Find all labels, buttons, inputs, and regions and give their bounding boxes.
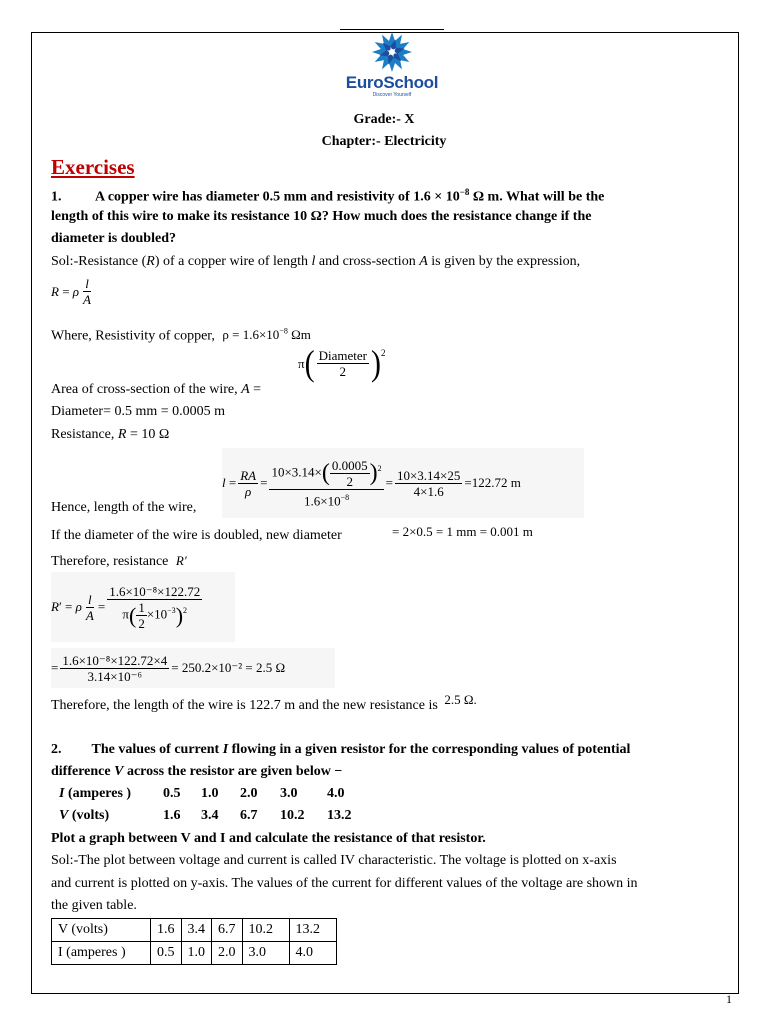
table-cell: 10.2 — [242, 919, 289, 942]
diameter-line: Diameter= 0.5 mm = 0.0005 m — [51, 404, 226, 419]
q2-row-voltage — [59, 808, 352, 824]
q1-line1-end: Ω m. What will be the — [469, 189, 605, 205]
table-cell: 3.0 — [242, 942, 289, 965]
row-I-value: 1.0 — [201, 786, 219, 801]
resistivity-text: Where, Resistivity of copper, — [51, 328, 215, 344]
row-V-unit: (volts) — [68, 808, 110, 823]
row-I-value: 3.0 — [280, 786, 298, 801]
q1-line1-text: A copper wire has diameter 0.5 mm and resistivity of 1.6 × 10 — [95, 189, 460, 205]
section-title: Exercises — [51, 155, 135, 179]
table-cell: 1.0 — [181, 942, 212, 965]
page-number: 1 — [726, 992, 732, 1006]
sol-intro-c: and cross-section — [315, 254, 420, 269]
resistivity-unit: Ωm — [287, 327, 311, 343]
row-V-value: 1.6 — [163, 808, 181, 823]
length-text: Hence, length of the wire, — [51, 500, 197, 515]
row-V-value: 13.2 — [327, 808, 352, 823]
logo-star-icon — [371, 30, 413, 74]
euroschool-logo — [340, 30, 444, 106]
area-den: 2 — [339, 364, 347, 379]
table-cell: 13.2 — [289, 919, 336, 942]
row-I-unit: (amperes ) — [64, 786, 132, 801]
q2-number: 2. — [51, 742, 62, 757]
row-I-value: 4.0 — [327, 786, 345, 801]
therefore-line — [51, 553, 187, 570]
table-cell: 0.5 — [151, 942, 182, 965]
q1-number: 1. — [51, 189, 62, 205]
conclusion-text: Therefore, the length of the wire is 122.7 m and the new resistance is — [51, 698, 438, 713]
sol-intro-b: ) of a copper wire of length — [154, 254, 312, 269]
q1-line3: diameter is doubled? — [51, 231, 176, 246]
q2-line1-b: flowing in a given resistor for the corresponding values of potential — [228, 742, 631, 757]
resistance-R: R — [117, 427, 127, 442]
table-cell: 1.6 — [151, 919, 182, 942]
area-line — [51, 382, 261, 398]
row-V-value: 3.4 — [201, 808, 219, 823]
q2-sol-line2: and current is plotted on y-axis. The values of the current for different values of the voltage are shown in — [51, 876, 638, 891]
resistance-text: Resistance, — [51, 427, 118, 442]
table-cell: I (amperes ) — [52, 942, 151, 965]
row-I-value: 2.0 — [240, 786, 258, 801]
therefore-text: Therefore, resistance — [51, 554, 169, 569]
area-text: Area of cross-section of the wire, — [51, 382, 242, 397]
q2-line2-a: difference — [51, 764, 115, 779]
length-result: =122.72 m — [464, 475, 521, 490]
area-A: A — [241, 382, 250, 397]
r-prime-result-value: = 250.2×10⁻² = 2.5 Ω — [171, 660, 286, 675]
table-cell: 3.4 — [181, 919, 212, 942]
row-I-label: I — [59, 786, 65, 801]
q1-conclusion — [51, 692, 477, 714]
q2-line2-V: V — [114, 764, 124, 779]
row-V-value: 6.7 — [240, 808, 258, 823]
row-I-value: 0.5 — [163, 786, 181, 801]
area-formula: π ( $\frac{\text{Diameter}}{2}$ ) $^2$ — [298, 343, 386, 383]
q2-line1-a: The values of current — [91, 742, 223, 757]
table-cell: V (volts) — [52, 919, 151, 942]
sol-intro-A: A — [419, 254, 428, 269]
sol-intro-R: R — [146, 254, 155, 269]
brand-tagline: Discover Yourself — [372, 92, 412, 98]
conclusion-value: 2.5 Ω. — [444, 692, 477, 707]
new-diameter-text: If the diameter of the wire is doubled, new diameter — [51, 528, 342, 543]
resistivity-line — [51, 327, 311, 344]
resistance-line — [51, 427, 169, 443]
q1-exponent: −8 — [459, 187, 470, 197]
formula-resistance: R = ρ $\frac{l}{A}$ — [51, 276, 91, 307]
r-prime-result-num: 1.6×10⁻⁸×122.72×4 — [62, 652, 168, 668]
table-cell: 6.7 — [212, 919, 243, 942]
resistivity-eq: ρ = 1.6×10 — [222, 327, 280, 343]
brand-name: EuroSchool — [345, 73, 439, 92]
resistivity-exp: −8 — [279, 327, 288, 336]
new-diameter-eq: = 2×0.5 = 1 mm = 0.001 m — [392, 524, 533, 539]
q2-sol-line3: the given table. — [51, 898, 137, 913]
q2-line1-I: I — [222, 742, 229, 757]
r-prime-result: = $\frac{\text{1.6×10⁻⁸×122.72×4}}{\text{3.14×10⁻⁶}}$ = 250.2×10⁻² = 2.5 Ω — [51, 648, 335, 688]
q2-row-current — [59, 786, 345, 802]
resistance-val: = 10 Ω — [126, 427, 170, 442]
row-V-value: 10.2 — [280, 808, 305, 823]
q2-line1 — [51, 742, 630, 758]
q2-sol-line1: Sol:-The plot between voltage and current is called IV characteristic. The voltage is plotted on x-axis — [51, 853, 617, 868]
table-row — [52, 942, 337, 965]
q1-line2: length of this wire to make its resistance 10 Ω? How much does the resistance change if the — [51, 209, 592, 224]
chapter-label: Chapter:- Electricity — [321, 134, 447, 149]
q1-sol-intro — [51, 254, 580, 270]
r-prime-numerator: 1.6×10⁻⁸×122.72 — [109, 583, 201, 599]
r-prime-symbol: R′ — [175, 553, 187, 568]
q2-line2-b: across the resistor are given below − — [123, 764, 343, 779]
area-num: Diameter — [318, 348, 367, 363]
table-cell: 4.0 — [289, 942, 336, 965]
q2-task: Plot a graph between V and I and calculate the resistance of that resistor. — [51, 831, 486, 846]
r-prime-result-den: 3.14×10⁻⁶ — [87, 668, 143, 684]
area-eq: = — [249, 382, 262, 397]
row-V-label: V — [59, 808, 69, 823]
sol-intro-d: is given by the expression, — [427, 254, 581, 269]
table-row — [52, 919, 337, 942]
vi-table — [51, 918, 337, 965]
r-prime-equation: R ′ = ρ $\frac{l}{A}$ = 1.6×10⁻⁸×122.72 π( $\frac{1}{2}$ $\times 10^{-3})^2$ — [51, 572, 235, 642]
sol-intro-a: Sol:-Resistance ( — [51, 254, 147, 269]
q1-line1 — [51, 187, 604, 206]
q2-line2 — [51, 764, 342, 780]
grade-label: Grade:- X — [353, 112, 415, 127]
table-cell: 2.0 — [212, 942, 243, 965]
sol-intro-l: l — [311, 254, 316, 269]
length-equation: l = $\frac{RA}{\rho}$ = 10×3.14×( $\frac{0.0005}{2}$ )$^2$ $1.6\times 10^{-8}$ = $\frac{10\times 3.14\times 25}{4\times 1.6}$ =122.72 m — [222, 448, 584, 518]
